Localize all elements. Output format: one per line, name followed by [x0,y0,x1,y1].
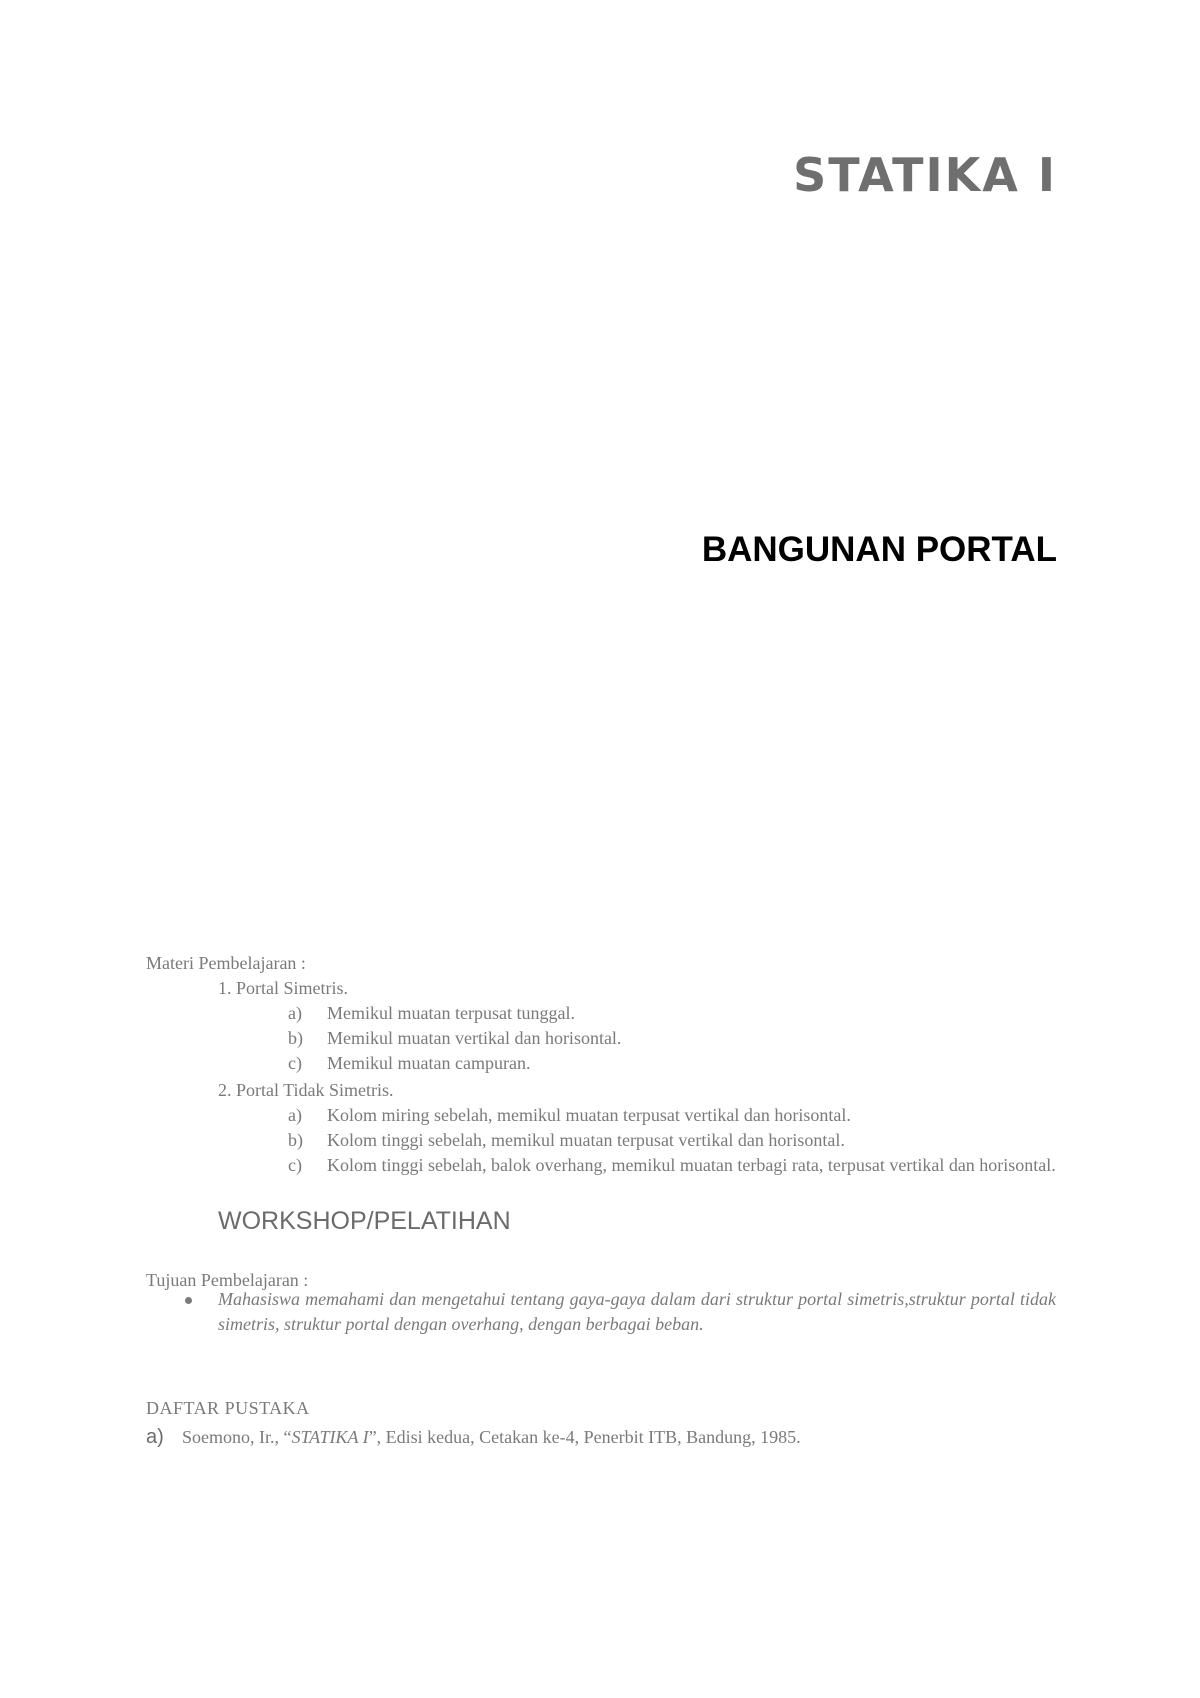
bullet-icon [185,1297,192,1304]
list-item-text: Memikul muatan vertikal dan horisontal. [327,1028,622,1048]
reference-author: Soemono, Ir., “ [182,1427,292,1447]
list-marker: c) [288,1053,302,1073]
tujuan-label: Tujuan Pembelajaran : [146,1270,309,1290]
reference-marker: a) [146,1426,164,1448]
document-title: STATIKA I [793,148,1057,202]
list-item-text: Kolom tinggi sebelah, memikul muatan terpusat vertikal dan horisontal. [327,1130,845,1150]
materi-label: Materi Pembelajaran : [146,953,306,973]
list-marker: c) [288,1155,302,1175]
list-marker: a) [288,1003,302,1023]
list-marker: b) [288,1130,303,1150]
section-heading-1: 1. Portal Simetris. [218,978,348,998]
section-heading-2: 2. Portal Tidak Simetris. [218,1080,394,1100]
tujuan-bullet-text: Mahasiswa memahami dan mengetahui tentang gaya-gaya dalam dari struktur portal simetris,struktur portal tidak simetris, struktur portal dengan overhang, dengan berbagai beban. [218,1289,1056,1334]
list-item-text: Memikul muatan campuran. [327,1053,531,1073]
workshop-heading: WORKSHOP/PELATIHAN [218,1207,511,1235]
list-marker: b) [288,1028,303,1048]
list-item-text: Memikul muatan terpusat tunggal. [327,1003,575,1023]
reference-book-title: STATIKA I [291,1427,369,1447]
list-item-text: Kolom miring sebelah, memikul muatan terpusat vertikal dan horisontal. [327,1105,851,1125]
daftar-pustaka-label: DAFTAR PUSTAKA [146,1398,310,1418]
reference-details: ”, Edisi kedua, Cetakan ke-4, Penerbit ITB, Bandung, 1985. [368,1427,801,1447]
document-subtitle: BANGUNAN PORTAL [701,530,1057,569]
list-marker: a) [288,1105,302,1125]
reference-entry [182,1425,801,1450]
list-item-text: Kolom tinggi sebelah, balok overhang, memikul muatan terbagi rata, terpusat vertikal dan horisontal. [327,1155,1056,1175]
